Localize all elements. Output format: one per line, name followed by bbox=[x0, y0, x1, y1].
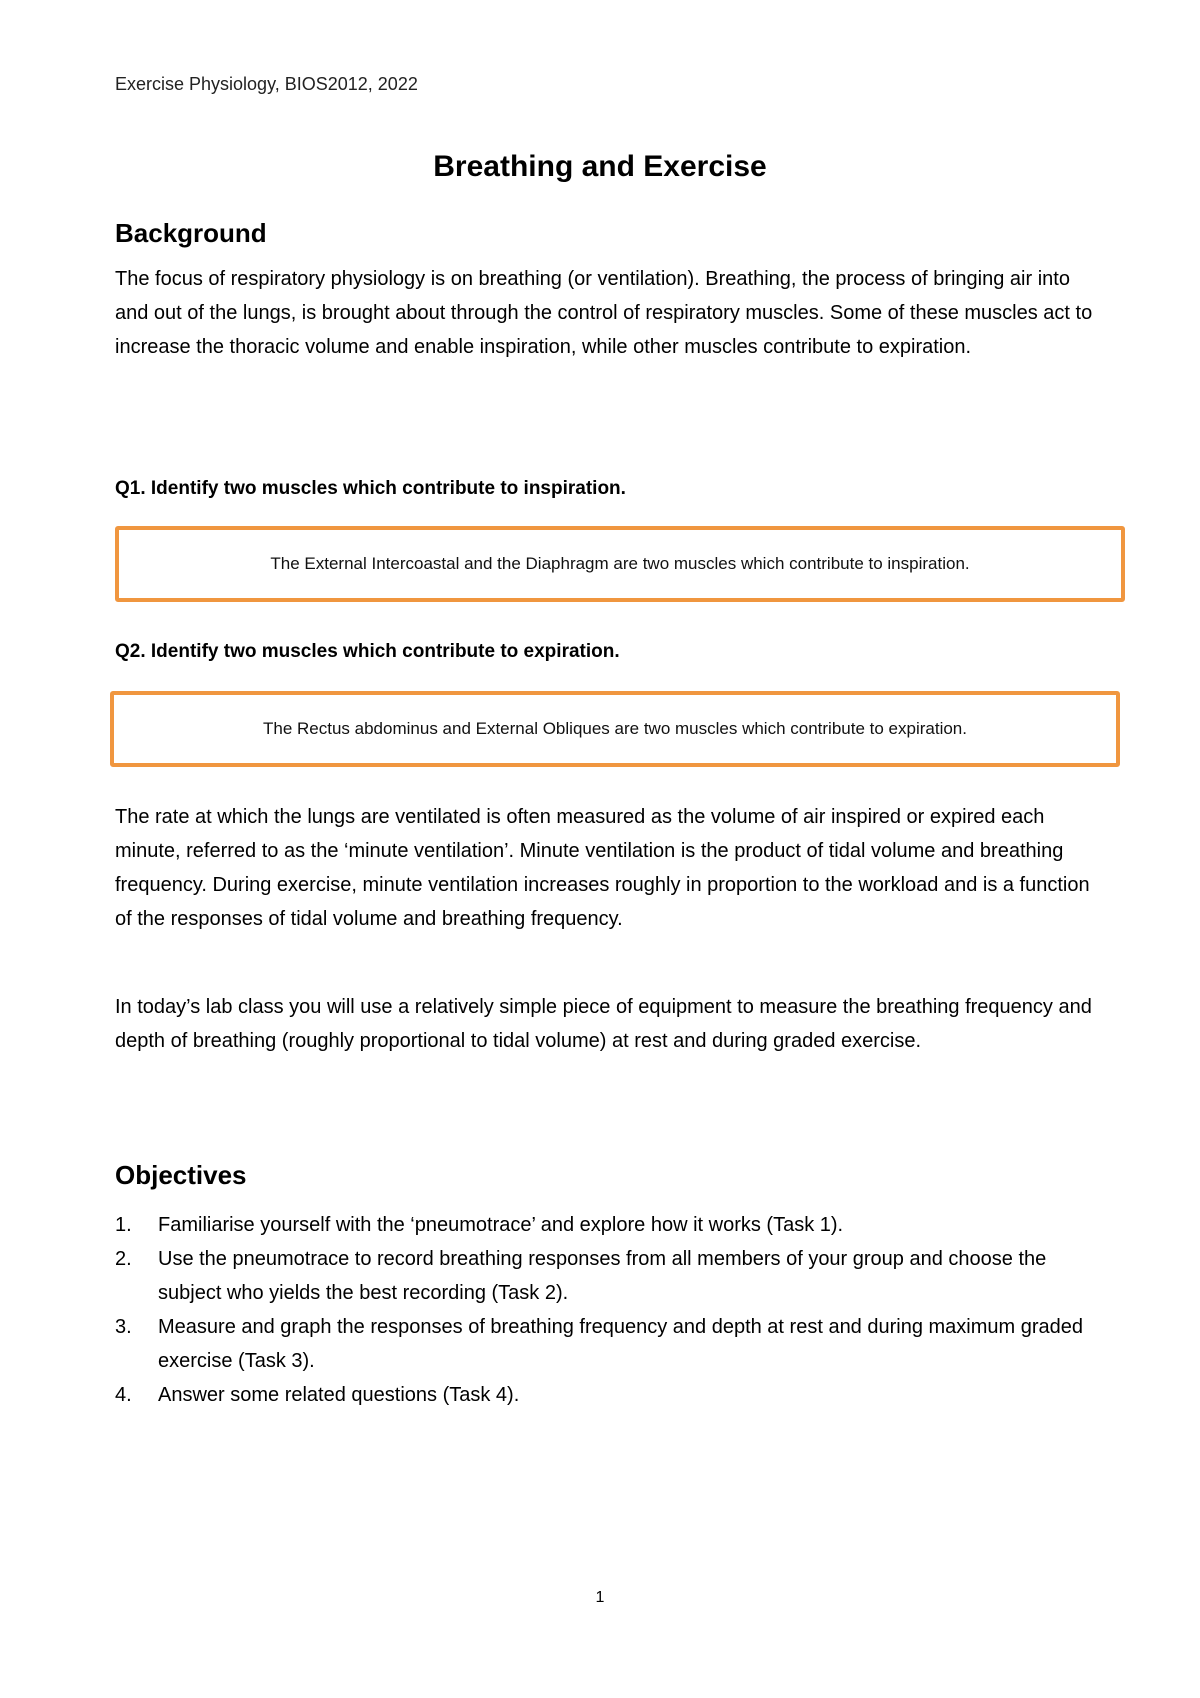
list-item-number: 1. bbox=[115, 1214, 132, 1236]
list-item-number: 3. bbox=[115, 1316, 132, 1338]
background-paragraph: The focus of respiratory physiology is on breathing (or ventilation). Breathing, the process of bringing air into and out of the lungs, is brought about through the control of respiratory muscles. Some of these muscles act to increase the thoracic volume and enable inspiration, while other muscles contribute to expiration. bbox=[115, 268, 1093, 358]
list-item-text: Use the pneumotrace to record breathing responses from all members of your group and choose the subject who yields the best recording (Task 2). bbox=[158, 1248, 1047, 1304]
list-item bbox=[115, 1378, 1095, 1412]
list-item-text: Answer some related questions (Task 4). bbox=[158, 1384, 520, 1406]
objectives-list bbox=[115, 1208, 1095, 1412]
course-header: Exercise Physiology, BIOS2012, 2022 bbox=[115, 74, 418, 94]
list-item-number: 2. bbox=[115, 1248, 132, 1270]
list-item-text: Familiarise yourself with the ‘pneumotrace’ and explore how it works (Task 1). bbox=[158, 1214, 844, 1236]
answer-2-text: The Rectus abdominus and External Obliques are two muscles which contribute to expiration. bbox=[263, 719, 967, 738]
ventilation-paragraph: The rate at which the lungs are ventilated is often measured as the volume of air inspired or expired each minute, referred to as the ‘minute ventilation’. Minute ventilation is the product of tidal volume and breathing frequency. During exercise, minute ventilation increases roughly in proportion to the workload and is a function of the responses of tidal volume and breathing frequency. bbox=[115, 806, 1090, 930]
objectives-heading: Objectives bbox=[115, 1160, 247, 1190]
page-title: Breathing and Exercise bbox=[433, 150, 767, 183]
question-2: Q2. Identify two muscles which contribute to expiration. bbox=[115, 641, 620, 662]
list-item bbox=[115, 1208, 1095, 1242]
list-item-text: Measure and graph the responses of breathing frequency and depth at rest and during maximum graded exercise (Task 3). bbox=[158, 1316, 1084, 1372]
list-item bbox=[115, 1310, 1095, 1378]
answer-box-2[interactable] bbox=[110, 691, 1120, 767]
answer-1-text: The External Intercoastal and the Diaphragm are two muscles which contribute to inspiration. bbox=[270, 554, 970, 573]
question-1: Q1. Identify two muscles which contribute to inspiration. bbox=[115, 478, 626, 499]
list-item-number: 4. bbox=[115, 1384, 132, 1406]
lab-paragraph: In today’s lab class you will use a relatively simple piece of equipment to measure the breathing frequency and depth of breathing (roughly proportional to tidal volume) at rest and during graded exercise. bbox=[115, 996, 1092, 1052]
list-item bbox=[115, 1242, 1095, 1310]
answer-box-1[interactable] bbox=[115, 526, 1125, 602]
page-number: 1 bbox=[595, 1589, 605, 1606]
background-heading: Background bbox=[115, 218, 267, 248]
